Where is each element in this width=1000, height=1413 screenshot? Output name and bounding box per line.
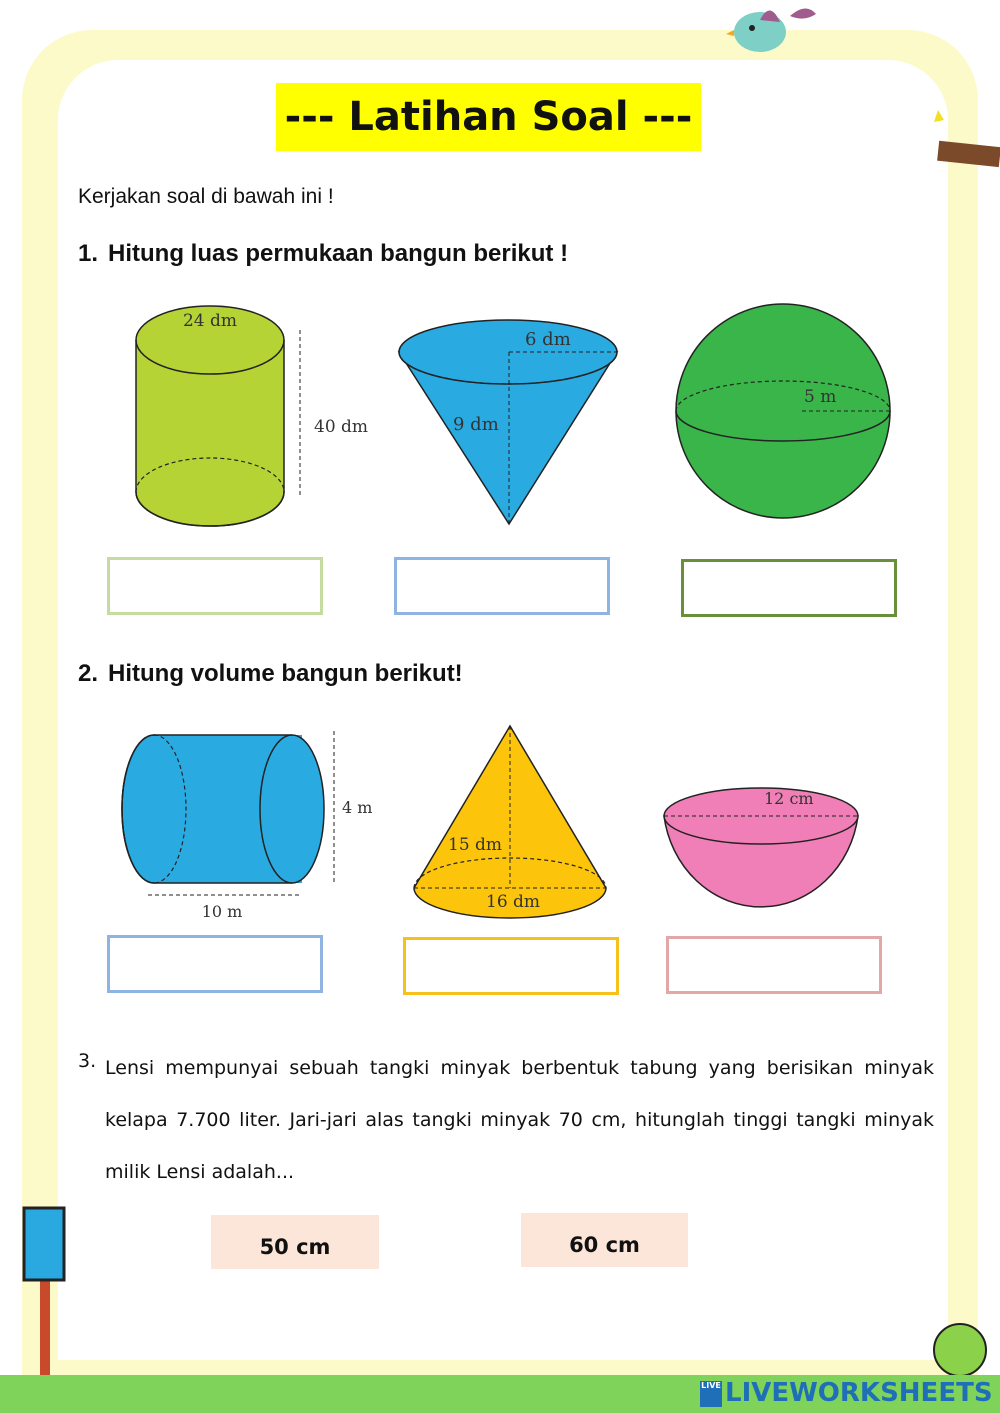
q3-choice-2-button[interactable]: 60 cm: [521, 1213, 688, 1267]
liveworksheets-logo: [700, 1378, 993, 1408]
q2-cone-figure: [408, 722, 618, 932]
q1-cone-radius-label: 6 dm: [525, 329, 571, 350]
q1-cylinder-height-label: 40 dm: [314, 417, 369, 437]
q2-cone-slant-label: 15 dm: [448, 835, 503, 855]
q2-cylinder-figure: [118, 725, 388, 925]
q2-hemisphere-figure: [660, 780, 864, 926]
q2-cone-answer-input[interactable]: [403, 937, 619, 995]
q1-cone-slant-label: 9 dm: [453, 414, 499, 435]
q1-cylinder-diameter-label: 24 dm: [182, 311, 238, 331]
instruction-text: Kerjakan soal di bawah ini !: [78, 185, 334, 208]
q1-cylinder-answer-input[interactable]: [107, 557, 323, 615]
q2-cylinder-answer-input[interactable]: [107, 935, 323, 993]
page-title: --- Latihan Soal ---: [276, 83, 701, 151]
logo-mark-icon: LIVE: [700, 1381, 722, 1407]
question-3-text: Lensi mempunyai sebuah tangki minyak berbentuk tabung yang berisikan minyak kelapa 7.700 liter. Jari-jari alas tangki minyak 70 cm, hitunglah tinggi tangki minyak milik Lensi adalah...: [105, 1057, 934, 1183]
question-2-heading: [78, 660, 463, 688]
question-2-text: Hitung volume bangun berikut!: [108, 660, 463, 687]
q2-hemisphere-diameter-label: 12 cm: [764, 789, 814, 808]
q1-cylinder-figure: [130, 300, 370, 530]
question-1-number: 1.: [78, 240, 99, 267]
branch-decoration: [930, 100, 1000, 170]
q1-sphere-answer-input[interactable]: [681, 559, 897, 617]
q1-sphere-figure: [672, 300, 902, 530]
question-1-text: Hitung luas permukaan bangun berikut !: [108, 240, 569, 267]
q2-hemisphere-answer-input[interactable]: [666, 936, 882, 994]
q3-choice-1-button[interactable]: 50 cm: [211, 1215, 379, 1269]
q1-sphere-radius-label: 5 m: [804, 387, 837, 407]
q1-cone-figure: [395, 310, 625, 530]
q2-cylinder-length-label: 10 m: [201, 902, 243, 921]
q2-cone-diameter-label: 16 dm: [486, 892, 541, 912]
q1-cone-answer-input[interactable]: [394, 557, 610, 615]
tree-decoration: [920, 1320, 1000, 1380]
logo-text: LIVEWORKSHEETS: [725, 1378, 993, 1408]
bird-decoration: [720, 0, 830, 60]
question-3-number: 3.: [78, 1050, 97, 1072]
q2-cylinder-height-label: 4 m: [342, 798, 373, 817]
question-3: [78, 1050, 934, 1198]
sign-decoration: [18, 1200, 68, 1400]
question-1-heading: [78, 240, 568, 268]
question-2-number: 2.: [78, 660, 99, 687]
